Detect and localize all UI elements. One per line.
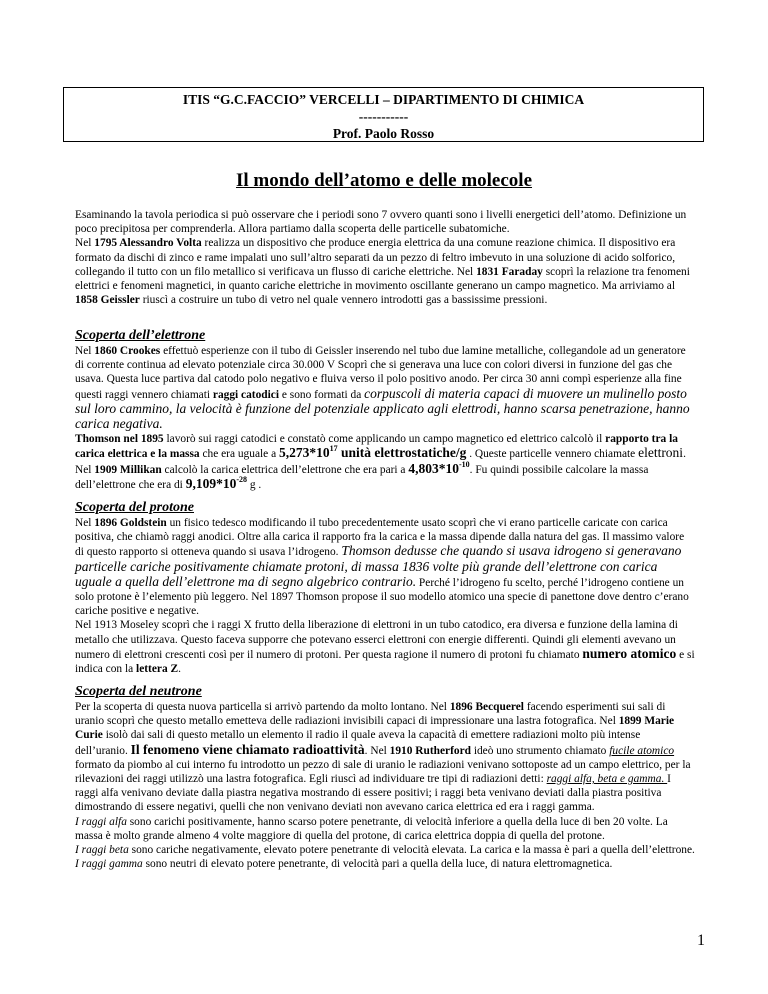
proton-paragraph-2: Nel 1913 Moseley scoprì che i raggi X frutto della liberazione di elettroni in un tubo catodico, era diversa e funzione della lamina di metallo che utilizzava. Questo faceva supporre che potevano esserci elettroni con energie differenti. Quindi gli elementi avevano un numero di elettroni crescenti così per il numero di protoni. Per questa ragione il numero di protoni fu chiamato numero atomico e si indica con la lettera Z.: [75, 619, 695, 676]
neutron-section: [75, 684, 695, 871]
electron-heading: Scoperta dell’elettrone: [75, 328, 206, 343]
page-number: 1: [697, 932, 705, 949]
header-school: ITIS “G.C.FACCIO” VERCELLI – DIPARTIMENTO DI CHIMICA: [182, 92, 585, 107]
intro-paragraph-2: Nel 1795 Alessandro Volta realizza un dispositivo che produce energia elettrica da una comune reazione chimica. Il dispositivo era formato da dischi di zinco e rame impalati uno sull’altro separati da un pezzo di feltro imbevuto in una soluzione di acido solforico, collegando il tutto con un filo metallico si verificava un flusso di cariche elettriche. Nel 1831 Faraday scoprì la relazione tra fenomeni elettrici e fenomeni magnetici, in quanto cariche elettriche in movimento oscillante generano un campo magnetico. Ma arriviamo al 1858 Geissler riuscì a costruire un tubo di vetro nel quale vennero introdotti gas a bassissime pressioni.: [75, 237, 690, 307]
gamma-paragraph: I raggi gamma sono neutri di elevato potere penetrante, di velocità pari a quella della luce, di natura elettromagnetica.: [75, 858, 613, 871]
beta-paragraph: I raggi beta sono cariche negativamente, elevato potere penetrante di velocità elevata. La carica e la massa è pari a quella dell’elettrone.: [75, 844, 695, 857]
header-box: [63, 87, 704, 142]
alpha-paragraph: I raggi alfa sono carichi positivamente, hanno scarso potere penetrante, di velocità inferiore a quella della luce di ben 20 volte. La massa è molto grande almeno 4 volte maggiore di quella del protone, di carica elettrica doppia di quella del protone.: [75, 815, 668, 842]
electron-paragraph: Nel 1860 Crookes effettuò esperienze con il tubo di Geissler inserendo nel tubo due lamine metalliche, collegandole ad un generatore di corrente continua ad elevato potenziale circa 30.000 V Scoprì che si generava una luce con colori diversi in funzione del gas che usava. Questa luce partiva dal catodo polo negativo e fluiva verso il polo positivo anodo. Per circa 30 anni compì esperienze alla fine questi raggi vennero chiamati raggi catodici e sono formati da corpuscoli di materia capaci di muovere un mulinello posto sul loro cammino, la velocità è funzione del potenziale applicato agli elettrodi, hanno scarsa penetrazione, hanno carica negativa.: [75, 345, 690, 432]
intro-paragraph: Esaminando la tavola periodica si può osservare che i periodi sono 7 ovvero quanti sono i livelli energetici dell’atomo. Definizione un poco precipitosa per comprenderla. Allora partiamo dalla scoperta delle particelle subatomiche.: [75, 209, 687, 236]
intro-section: [75, 208, 695, 307]
neutron-heading: Scoperta del neutrone: [75, 684, 202, 699]
proton-heading: Scoperta del protone: [75, 500, 194, 515]
page-title: Il mondo dell’atomo e delle molecole: [235, 170, 533, 191]
proton-section: [75, 500, 695, 676]
header-separator: -----------: [358, 109, 409, 124]
proton-paragraph: Nel 1896 Goldstein un fisico tedesco modificando il tubo precedentemente usato scoprì che vi erano particelle caricate con carica positiva, che chiamò raggi anodici. Oltre alla carica il rapporto fra la carica e la massa dipende dalla natura del gas. Il massimo valore di questo rapporto si otteneva quando si usava l’idrogeno. Thomson dedusse che quando si usava idrogeno si generavano particelle cariche positivamente chiamate protoni, di massa 1836 volte più grande dell’elettrone con carica uguale a quella dell’elettrone ma di segno algebrico contrario. Perché l’idrogeno fu scelto, perché l’idrogeno contiene un solo protone è l’elemento più leggero. Nel 1897 Thomson propose il suo modello atomico una specie di panettone dove dentro c’erano cariche positive e negative.: [75, 517, 689, 618]
electron-paragraph-2: Thomson nel 1895 lavorò sui raggi catodici e constatò come applicando un campo magnetico ed elettrico calcolò il rapporto tra la carica elettrica e la massa che era uguale a $5,273*10^{17}$ unità elettrostatiche/g . Queste particelle vennero chiamate elettroni. Nel 1909 Millikan calcolò la carica elettrica dell’elettrone che era pari a $4,803*10^{-10}$. Fu quindi possibile calcolare la massa dell’elettrone che era di $9,109*10^{-28}$ g .: [75, 433, 686, 491]
header-professor: Prof. Paolo Rosso: [332, 126, 435, 141]
electron-section: [75, 328, 695, 492]
neutron-paragraph: Per la scoperta di questa nuova particella si arrivò partendo da molto lontano. Nel 1896 Becquerel facendo esperimenti sui sali di uranio scoprì che questo metallo emetteva delle radiazioni invisibili capaci di impressionare una lastra fotografica. Nel 1899 Marie Curie isolò dai sali di questo metallo un elemento il radio il quale aveva la capacità di emettere radiazioni molto più intense dell’uranio. Il fenomeno viene chiamato radioattività. Nel 1910 Rutherford ideò uno strumento chiamato fucile atomico formato da piombo al cui interno fu introdotto un pezzo di sale di uranio le radiazioni venivano sottoposte ad un campo elettrico, per la rilevazioni dei raggi utilizzò una lastra fotografica. Egli riuscì ad individuare tre tipi di radiazioni detti: raggi alfa, beta e gamma. I raggi alfa venivano deviate dalla piastra negativa mostrando di essere positivi; i raggi beta venivano deviati dalla piastra positiva dimostrando di essere negativi, quelli che non venivano deviati non avevano carica elettrica ed era i raggi gamma.: [75, 701, 691, 814]
